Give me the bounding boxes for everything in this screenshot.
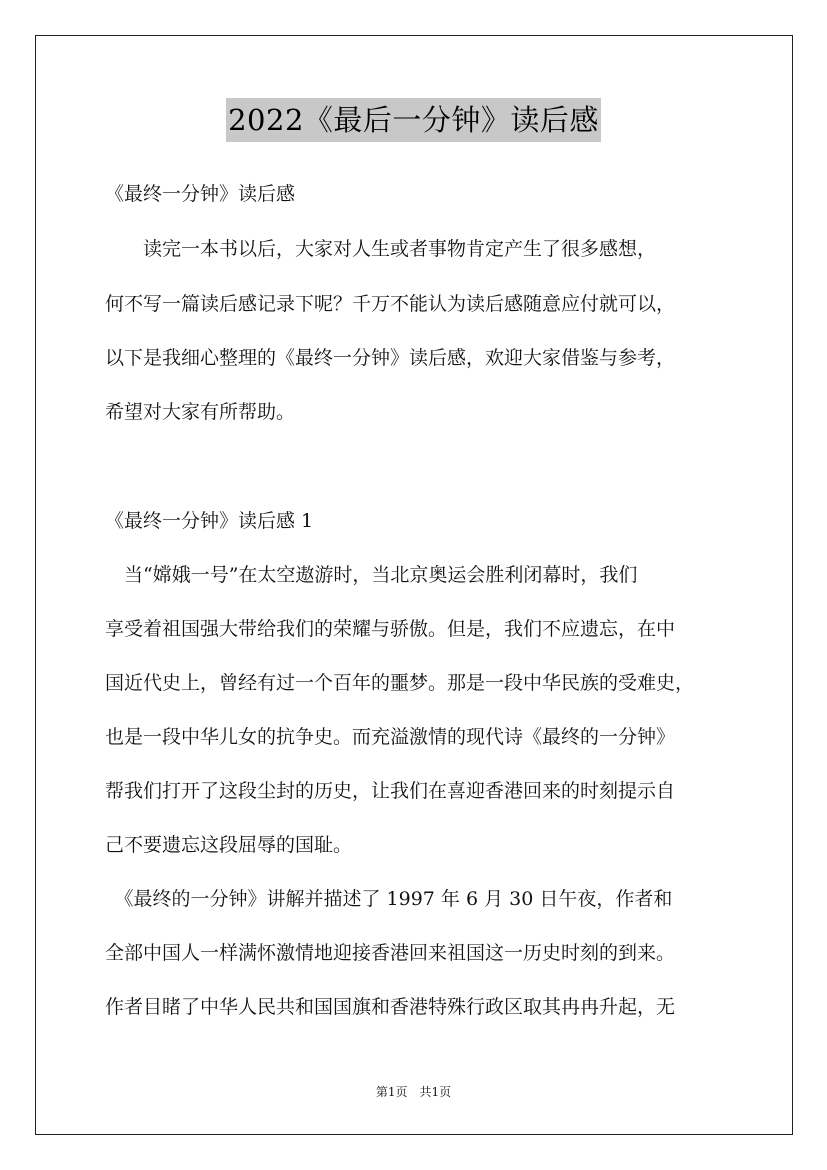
paragraph-line: 国近代史上，曾经有过一个百年的噩梦。那是一段中华民族的受难史，	[105, 672, 695, 694]
intro-line: 希望对大家有所帮助。	[105, 401, 296, 423]
document-subtitle: 《最终一分钟》读后感	[105, 183, 296, 205]
page-footer: 第1页 共1页	[375, 1085, 452, 1099]
paragraph-line: 作者目睹了中华人民共和国国旗和香港特殊行政区取其冉冉升起，无	[105, 996, 676, 1018]
paragraph-line: 全部中国人一样满怀激情地迎接香港回来祖国这一历史时刻的到来。	[105, 942, 676, 964]
section-heading: 《最终一分钟》读后感 1	[105, 510, 314, 532]
intro-line: 读完一本书以后，大家对人生或者事物肯定产生了很多感想，	[105, 238, 657, 260]
title-container	[0, 98, 827, 142]
paragraph-line: 《最终的一分钟》讲解并描述了 1997 年 6 月 30 日午夜，作者和	[105, 888, 673, 910]
intro-line: 以下是我细心整理的《最终一分钟》读后感，欢迎大家借鉴与参考，	[105, 347, 676, 369]
paragraph-line: 当“嫦娥一号”在太空遨游时，当北京奥运会胜利闭幕时，我们	[105, 564, 638, 586]
paragraph-line: 享受着祖国强大带给我们的荣耀与骄傲。但是，我们不应遗忘，在中	[105, 618, 676, 640]
paragraph-line: 己不要遗忘这段屈辱的国耻。	[105, 834, 353, 856]
paragraph-line: 帮我们打开了这段尘封的历史，让我们在喜迎香港回来的时刻提示自	[105, 780, 676, 802]
paragraph-line: 也是一段中华儿女的抗争史。而充溢激情的现代诗《最终的一分钟》	[105, 726, 676, 748]
document-title: 2022《最后一分钟》读后感	[226, 98, 601, 142]
intro-line: 何不写一篇读后感记录下呢？千万不能认为读后感随意应付就可以，	[105, 293, 676, 315]
